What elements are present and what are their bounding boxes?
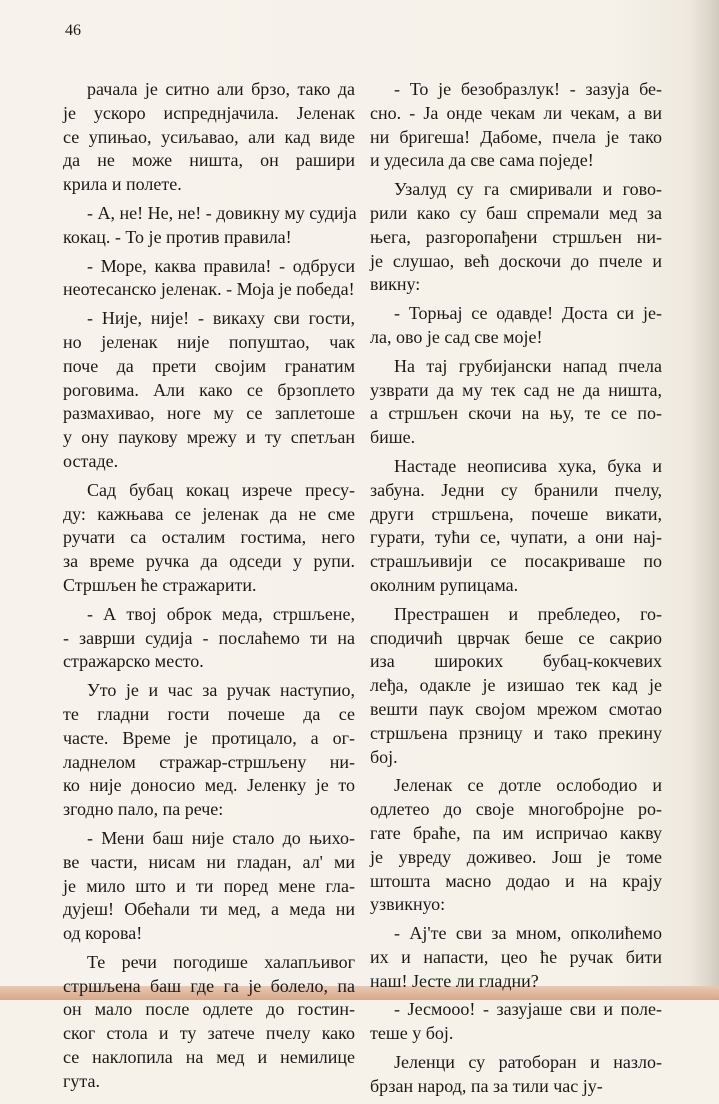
text-line: страшљивији се посакриваше по [370,551,662,572]
text-line: стршљена прзницу и тако прекину [370,722,662,743]
text-line: се упињао, усиљавао, али кад виде [63,126,355,147]
text-line: роговима. Али како се брзоплето [63,379,355,400]
text-line: остаде. [63,450,119,471]
text-line: да не може ништа, он рашири [63,150,355,171]
paragraph [370,178,662,297]
text-line: - А твој оброк меда, стршљене, [87,603,355,624]
left-text-column [63,78,355,1099]
text-line: Јеленци су ратоборан и назло- [394,1052,662,1073]
text-line: викну: [370,274,421,295]
text-line: - Није, није! - викаху сви гости, [87,308,355,329]
text-line: бој. [370,746,398,767]
paragraph [370,78,662,173]
text-line: сно. - Ја онде чекам ли чекам, а ви [370,102,662,123]
text-line: ла, ово је сад све моје! [370,326,543,347]
text-line: ладнелом стражар-стршљену ни- [63,751,355,772]
text-line: ручати са осталим гостима, него [63,527,355,548]
paragraph [63,951,355,1094]
text-line: ни бригеша! Дабоме, пчела је тако [370,126,662,147]
paragraph [370,998,662,1046]
text-line: - Мени баш није стало до њихо- [87,827,355,848]
text-line: Престрашен и пребледео, го- [394,603,662,624]
text-line: рачала је ситно али брзо, тако да [87,79,355,99]
paragraph [370,355,662,450]
text-line: гате браће, па им испричао какву [370,822,662,843]
text-line: ду: кажњава се јеленак да не сме [63,503,355,524]
text-line: згодно пало, па рече: [63,799,224,820]
text-line: их и напасти, цео ће ручак бити [370,946,662,967]
text-line: На тај грубијански напад пчела [394,355,662,376]
text-line: - А, не! Не, не! - довикну му судија [87,202,357,223]
text-line: ве части, нисам ни гладан, ал' ми [63,851,355,872]
text-line: он мало после одлете до гостин- [63,999,355,1020]
text-line: сподичић цврчак беше се сакрио [370,627,662,648]
paragraph [63,479,355,598]
text-line: ског стола и ту затече пчелу како [63,1023,355,1044]
text-line: Стршљен ће стражарити. [63,574,257,595]
text-line: - Ај'те сви за мном, опколићемо [394,923,662,944]
text-line: се наклопила на мед и немилице [63,1047,355,1068]
text-line: те гладни гости почеше да се [63,703,355,724]
page-number: 46 [65,22,81,39]
text-line: - Море, каква правила! - одбруси [87,255,355,276]
text-line: рили како су баш спремали мед за [370,202,662,223]
text-line: Сад бубац кокац изрече пресу- [87,479,355,500]
text-line: Јеленак се дотле ослободио и [394,775,662,796]
text-line: - Торњај се одавде! Доста си је- [394,303,662,324]
text-line: је мило што и ти поред мене гла- [63,875,355,896]
paragraph [63,679,355,822]
text-line: за време ручка да одседи у рупи. [63,551,355,572]
text-line: је ускоро испреднјачила. Јеленак [63,102,355,123]
text-line: вешти паук својом мрежом смотао [370,698,662,719]
paragraph [63,78,355,197]
text-line: штошта масно додао и на крају [370,870,662,891]
text-line: - заврши судија - послаћемо ти на [63,627,355,648]
text-line: брзан народ, па за тили час ју- [370,1075,603,1096]
text-line: - То је безобразлук! - зазуја бе- [394,79,662,99]
paragraph [370,774,662,917]
text-line: - Јесмооо! - зазујаше сви и поле- [394,999,662,1020]
text-line: је слушао, већ доскочи до пчеле и [370,250,662,271]
text-line: гута. [63,1070,100,1091]
paragraph [63,255,355,303]
paragraph [370,302,662,350]
paragraph [63,307,355,474]
paragraph [63,603,355,674]
text-line: одлетео до своје многобројне ро- [370,799,662,820]
text-line: забуна. Једни су бранили пчелу, [370,479,662,500]
text-line: Узалуд су га смиривали и гово- [394,179,662,200]
text-line: неотесанско јеленак. - Моја је победа! [63,279,355,300]
text-line: узвикнуо: [370,894,446,915]
text-line: у ону паукову мрежу и ту спетљан [63,427,355,448]
right-text-column [370,78,662,1104]
text-line: кокац. - То је против правила! [63,226,292,247]
text-line: размахивао, ноге му се заплетоше [63,403,355,424]
text-line: иза широких бубац-кокчевих [370,651,662,672]
text-line: Те речи погодише халапљивог [87,951,355,972]
page-edge-shadow [689,0,719,1000]
text-line: Уто је и час за ручак наступио, [87,680,355,701]
text-line: узврати да му тек сад не да ништа, [370,379,662,400]
text-line: ко није доносио мед. Јеленку је то [63,775,355,796]
paragraph [63,202,355,250]
text-line: теше у бој. [370,1023,454,1044]
text-line: дујеш! Обећали ти мед, а меда ни [63,899,355,920]
text-line: околним рупицама. [370,574,519,595]
text-line: је увреду доживео. Још је томе [370,846,662,867]
text-line: часте. Време је протицало, а ог- [63,727,355,748]
text-line: Настаде неописива хука, бука и [394,455,662,476]
paragraph [63,827,355,946]
text-line: и удесила да све сама поједе! [370,150,594,171]
text-line: њега, разгоропађени стршљен ни- [370,226,662,247]
text-line: поче да прети својим гранатим [63,355,355,376]
text-line: бише. [370,427,416,448]
text-line: крила и полете. [63,174,182,195]
text-line: гурати, тући се, чупати, а они нај- [370,527,662,548]
paragraph [370,1051,662,1099]
paragraph [370,455,662,598]
text-line: од корова! [63,923,143,944]
text-line: но јеленак није попуштао, чак [63,331,355,352]
text-line: наш! Јесте ли гладни? [370,970,539,991]
text-line: леђа, одакле је изишао тек кад је [370,675,662,696]
paragraph [370,603,662,770]
paragraph [370,922,662,993]
text-line: стршљена баш где га је болело, па [63,975,355,996]
text-line: стражарско место. [63,651,204,672]
text-line: други стршљена, почеше викати, [370,503,662,524]
text-line: а стршљен скочи на њу, те се по- [370,403,662,424]
